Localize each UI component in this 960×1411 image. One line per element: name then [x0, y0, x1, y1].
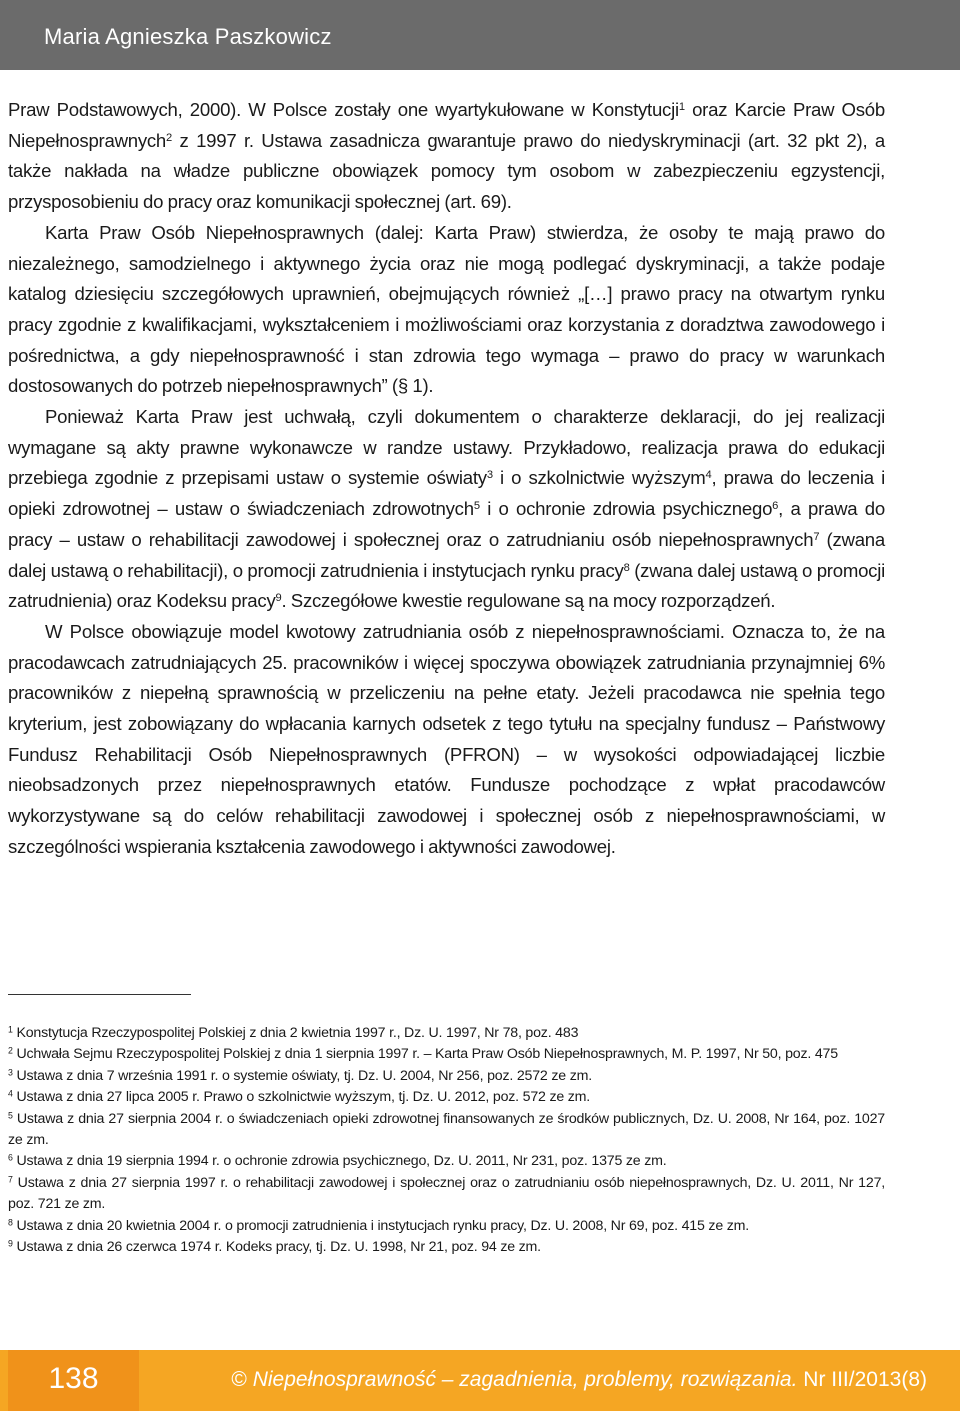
footnote-8 [8, 1216, 885, 1237]
footnote-2 [8, 1044, 885, 1065]
footnote-ref-7[interactable]: 7 [813, 530, 820, 543]
footnote-ref-5[interactable]: 5 [473, 500, 480, 513]
footnote-text: Uchwała Sejmu Rzeczypospolitej Polskiej z dnia 1 sierpnia 1997 r. – Karta Praw Osób Niepełnosprawnych, M. P. 1997, Nr 50, poz. 475 [12, 1046, 838, 1063]
paragraph-1 [8, 95, 885, 218]
page-number-box [8, 1350, 139, 1411]
footnote-ref-6[interactable]: 6 [772, 500, 779, 513]
footnote-number: 7 [8, 1174, 13, 1185]
footnote-text: Ustawa z dnia 27 sierpnia 2004 r. o świadczeniach opieki zdrowotnej finansowanych ze środków publicznych, Dz. U. 2008, Nr 164, poz. 1027 ze zm. [8, 1110, 885, 1149]
footnote-number: 1 [8, 1024, 13, 1035]
paragraph-3 [8, 402, 885, 617]
footnote-5 [8, 1109, 885, 1152]
footnote-ref-1[interactable]: 1 [678, 100, 685, 113]
footnote-4 [8, 1087, 885, 1108]
footnote-number: 5 [8, 1110, 13, 1121]
footnote-number: 9 [8, 1238, 13, 1249]
footnote-9 [8, 1237, 885, 1258]
p1-text-c: z 1997 r. Ustawa zasadnicza gwarantuje prawo do niedyskryminacji (art. 32 pkt 2), a także nakłada na władze publiczne obowiązek pomocy tym osobom w zabezpieczeniu egzystencji, przysposobieniu do pracy oraz komunikacji społecznej (art. 69). [8, 129, 885, 213]
footnote-ref-4[interactable]: 4 [705, 469, 712, 482]
footnote-text: Ustawa z dnia 26 czerwca 1974 r. Kodeks pracy, tj. Dz. U. 1998, Nr 21, poz. 94 ze zm. [12, 1239, 541, 1256]
footnote-1 [8, 1023, 885, 1044]
footnote-number: 4 [8, 1088, 13, 1099]
footnote-number: 6 [8, 1153, 13, 1164]
running-header [0, 0, 960, 70]
footnote-separator [8, 994, 191, 995]
footnote-number: 2 [8, 1046, 13, 1057]
footnote-text: Ustawa z dnia 20 kwietnia 2004 r. o promocji zatrudnienia i instytucjach rynku pracy, Dz. U. 2008, Nr 69, poz. 415 ze zm. [12, 1217, 750, 1234]
main-text [8, 95, 885, 863]
p3-text-b: i o szkolnictwie wyższym [492, 467, 706, 489]
footnote-ref-8[interactable]: 8 [623, 561, 630, 574]
paragraph-2: Karta Praw Osób Niepełnosprawnych (dalej: Karta Praw) stwierdza, że osoby te mają prawo do niezależnego, samodzielnego i aktywnego życia oraz nie mogą podlegać dyskryminacji, a także podaje katalog dziesięciu szczegółowych uprawnień, obejmujących również „[…] prawo pracy na otwartym rynku pracy zgodnie z kwalifikacjami, wykształceniem i możliwościami oraz korzystania z doradztwa zawodowego i pośrednictwa, a gdy niepełnosprawność i stan zdrowia tego wymaga – prawo do pracy w warunkach dostosowanych do potrzeb niepełnosprawnych” (§ 1). [8, 221, 885, 397]
p3-text-h: . Szczegółowe kwestie regulowane są na mocy rozporządzeń. [281, 590, 776, 612]
p3-text-f: (zwana dalej ustawą o rehabilitacji), o promocji zatrudnienia i instytucjach rynku pracy [8, 528, 885, 581]
footnotes [8, 1023, 885, 1258]
journal-citation [231, 1368, 927, 1392]
footnote-number: 8 [8, 1217, 13, 1228]
p3-text-g: (zwana dalej ustawą o promocji zatrudnienia) oraz Kodeksu pracy [8, 559, 885, 612]
p1-text-a: Praw Podstawowych, 2000). W Polsce zostały one wyartykułowane w Konstytucji [8, 99, 679, 120]
p3-text-c: , prawa do leczenia i opieki zdrowotnej – ustaw o świadczeniach zdrowotnych [8, 467, 885, 520]
footnote-number: 3 [8, 1067, 13, 1078]
p3-text-d: i o ochronie zdrowia psychicznego [479, 498, 773, 520]
footnote-ref-9[interactable]: 9 [275, 592, 282, 605]
footnote-text: Ustawa z dnia 27 sierpnia 1997 r. o rehabilitacji zawodowej i społecznej oraz o zatrudnianiu osób niepełnosprawnych, Dz. U. 2011, Nr 127, poz. 721 ze zm. [8, 1174, 885, 1213]
footnote-text: Ustawa z dnia 27 lipca 2005 r. Prawo o szkolnictwie wyższym, tj. Dz. U. 2012, poz. 572 ze zm. [12, 1089, 591, 1106]
p3-text-a: Ponieważ Karta Praw jest uchwałą, czyli dokumentem o charakterze deklaracji, do jej realizacji wymagane są akty prawne wykonawcze w randze ustawy. Przykładowo, realizacja prawa do edukacji przebiega zgodnie z przepisami ustaw o systemie oświaty [8, 406, 885, 489]
footnote-text: Ustawa z dnia 19 sierpnia 1994 r. o ochronie zdrowia psychicznego, Dz. U. 2011, Nr 231, poz. 1375 ze zm. [12, 1153, 667, 1170]
page-number: 138 [48, 1362, 99, 1395]
p3-text-e: , a prawa do pracy – ustaw o rehabilitacji zawodowej i społecznej oraz o zatrudnianiu osób niepełnosprawnych [8, 498, 885, 550]
p1-text-b: oraz Karcie Praw Osób Niepełnosprawnych [8, 99, 885, 151]
footnote-7 [8, 1173, 885, 1216]
paragraph-4: W Polsce obowiązuje model kwotowy zatrudniania osób z niepełnosprawnościami. Oznacza to, że na pracodawcach zatrudniających 25. pracowników i więcej spoczywa obowiązek zatrudniania przynajmniej 6% pracowników z niepełną sprawnością w przeliczeniu na pełne etaty. Jeżeli pracodawca nie spełnia tego kryterium, jest zobowiązany do wpłacania karnych odsetek z tego tytułu na specjalny fundusz – Państwowy Fundusz Rehabilitacji Osób Niepełnosprawnych (PFRON) – w wysokości odpowiadającej liczbie nieobsadzonych przez niepełnosprawnych etatów. Fundusze pochodzące z wpłat pracodawców wykorzystywane są do celów rehabilitacji zawodowej i społecznej osób z niepełnosprawnościami, w szczególności wspierania kształcenia zawodowego i aktywności zawodowej. [8, 620, 885, 857]
footnote-ref-3[interactable]: 3 [486, 469, 493, 482]
footnote-text: Ustawa z dnia 7 września 1991 r. o systemie oświaty, tj. Dz. U. 2004, Nr 256, poz. 2572 ze zm. [12, 1067, 592, 1084]
journal-issue: Nr III/2013(8) [797, 1368, 927, 1391]
footnote-6 [8, 1151, 885, 1172]
header-author: Maria Agnieszka Paszkowicz [44, 24, 332, 49]
footnote-3 [8, 1066, 885, 1087]
footnote-ref-2[interactable]: 2 [166, 131, 172, 144]
footer-bar [0, 1350, 960, 1411]
footnote-text: Konstytucja Rzeczypospolitej Polskiej z dnia 2 kwietnia 1997 r., Dz. U. 1997, Nr 78, poz. 483 [12, 1025, 579, 1041]
copyright-symbol: © [231, 1368, 253, 1391]
journal-title: Niepełnosprawność – zagadnienia, problemy, rozwiązania. [252, 1368, 798, 1391]
